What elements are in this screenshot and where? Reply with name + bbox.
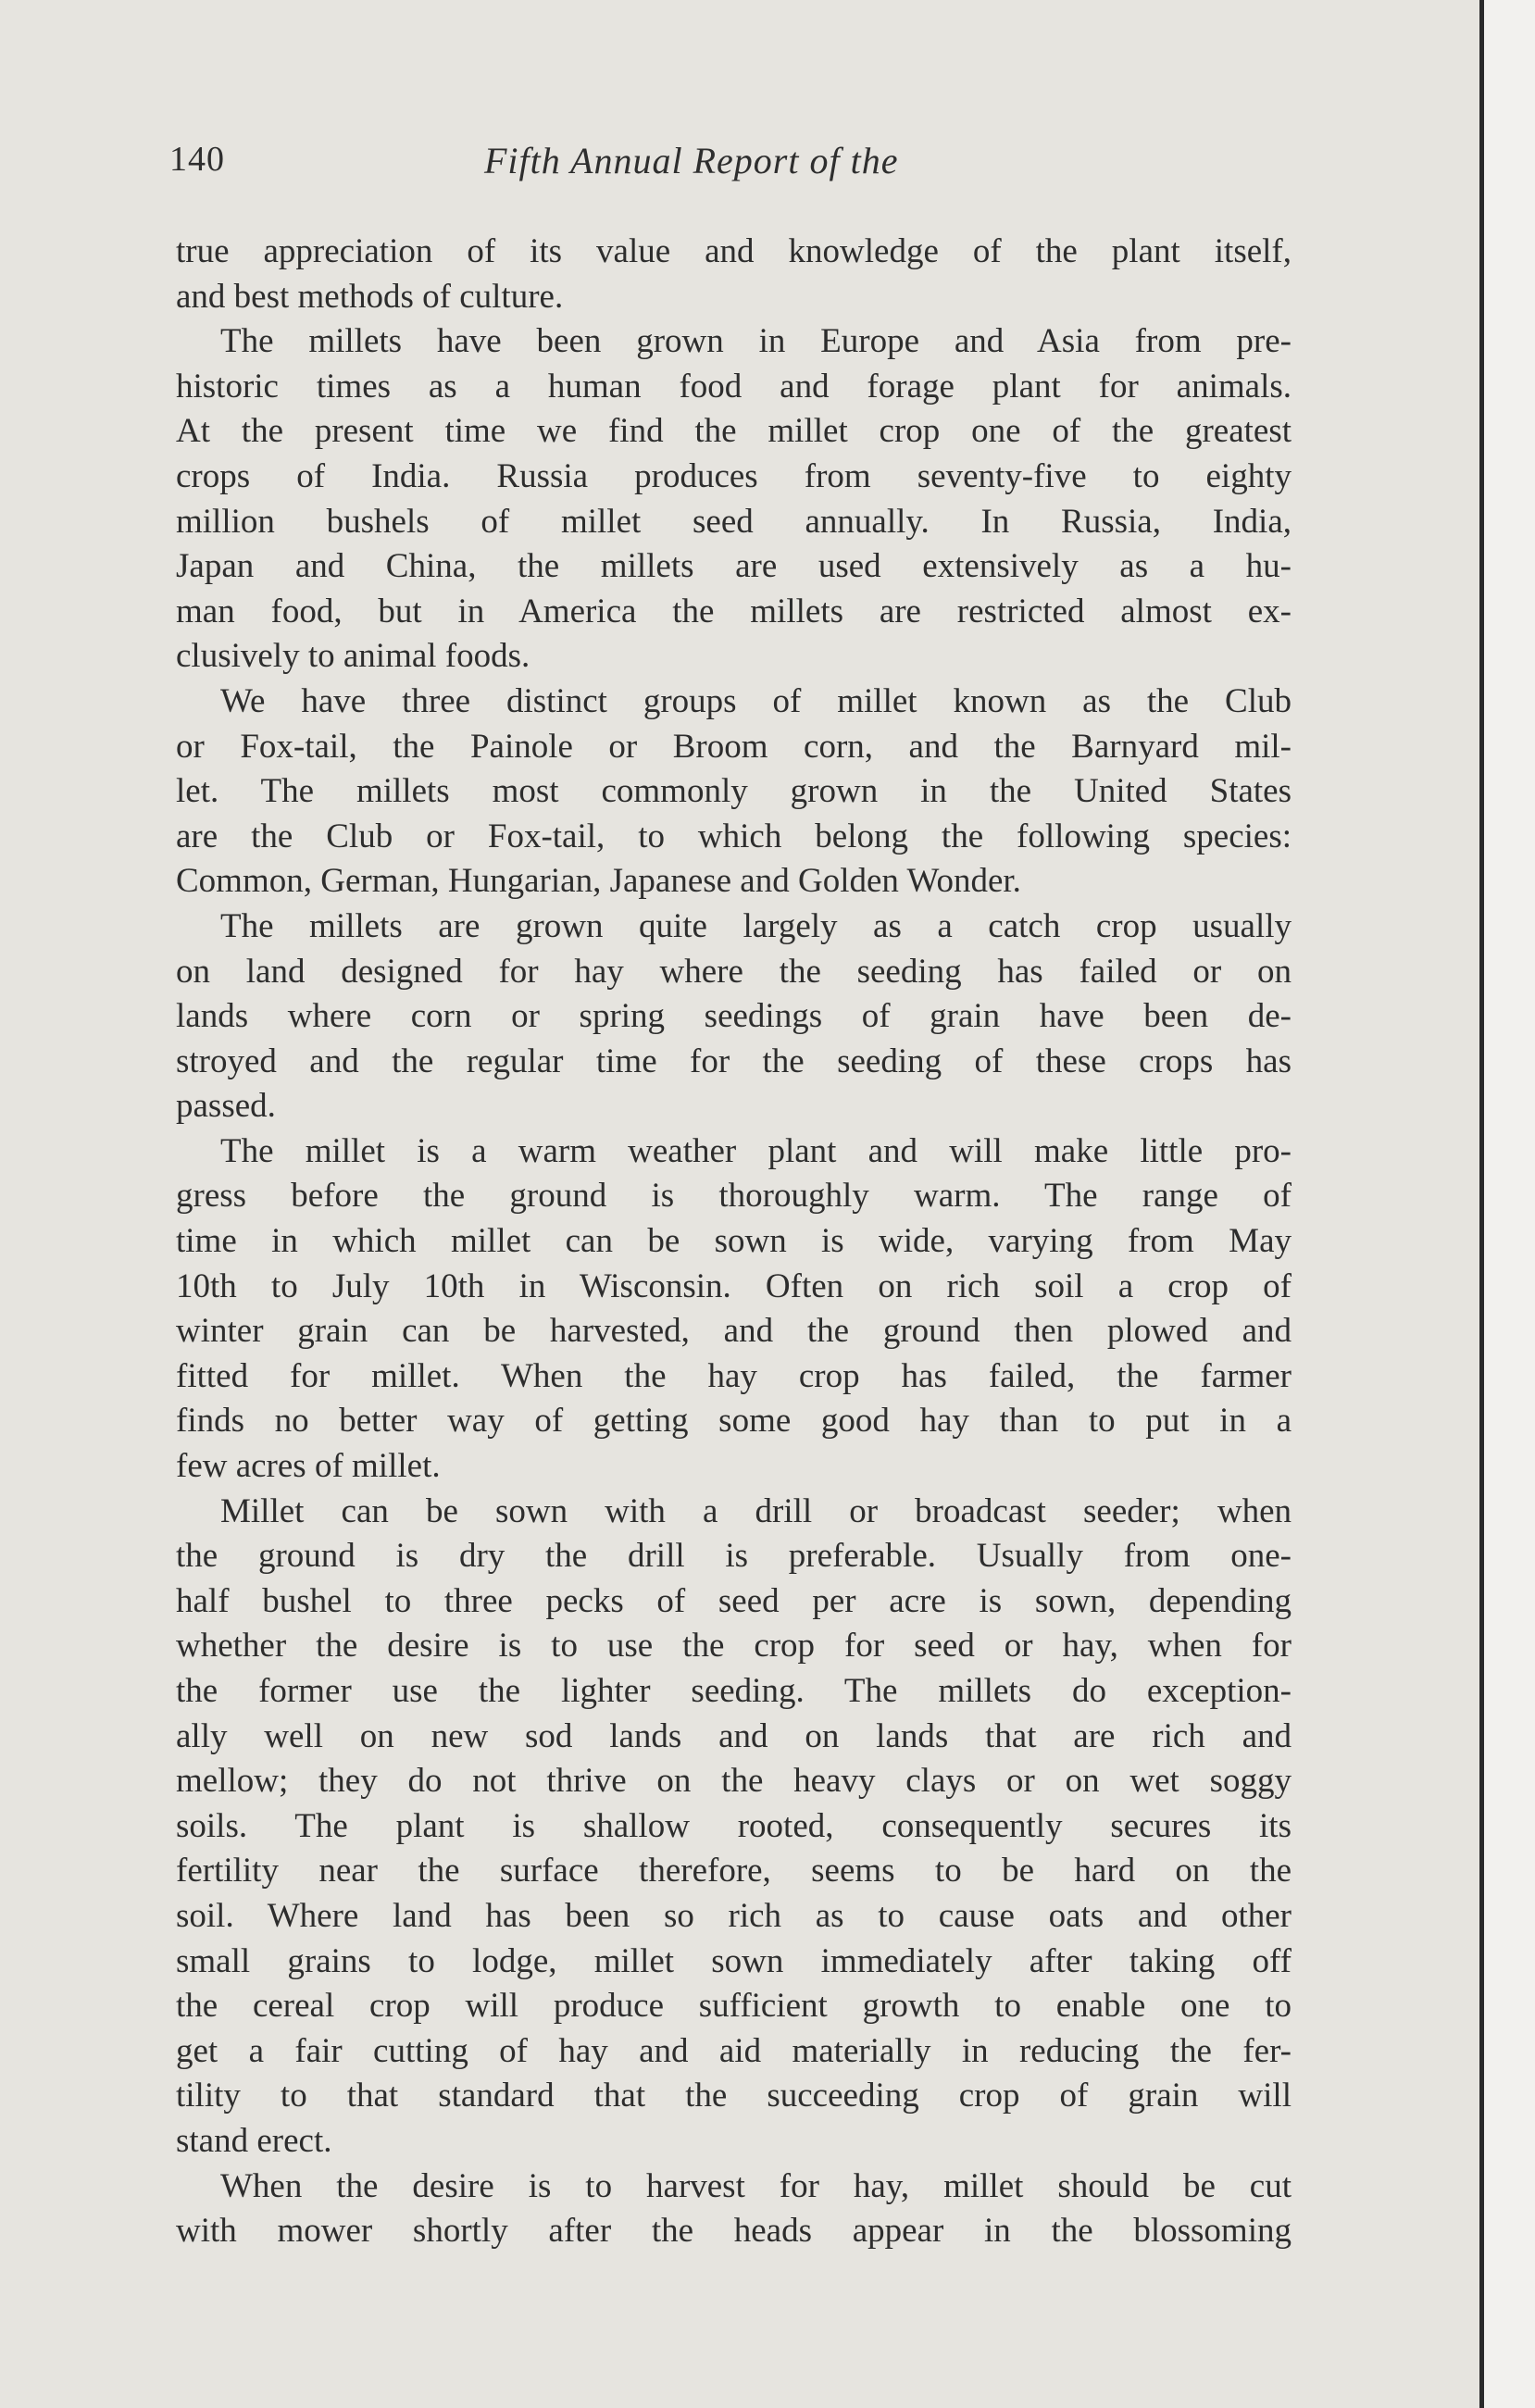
text-line: are the Club or Fox-tail, to which belong the following species: bbox=[176, 817, 1292, 855]
text-line: mellow; they do not thrive on the heavy clays or on wet soggy bbox=[176, 1762, 1292, 1801]
text-line: lands where corn or spring seedings of grain have been de- bbox=[176, 997, 1292, 1036]
paragraph bbox=[176, 1490, 1292, 2165]
paragraph bbox=[176, 905, 1292, 1129]
page-margin-right bbox=[1484, 0, 1535, 2408]
text-line: on land designed for hay where the seeding has failed or on bbox=[176, 952, 1292, 991]
page-header bbox=[169, 139, 1294, 194]
text-line: tility to that standard that the succeeding crop of grain will bbox=[176, 2077, 1292, 2115]
text-line: get a fair cutting of hay and aid materially in reducing the fer- bbox=[176, 2031, 1292, 2070]
paragraph bbox=[176, 1129, 1292, 1490]
text-line: whether the desire is to use the crop for seed or hay, when for bbox=[176, 1627, 1292, 1666]
text-line: the ground is dry the drill is preferable. Usually from one- bbox=[176, 1537, 1292, 1576]
text-line: time in which millet can be sown is wide, varying from May bbox=[176, 1222, 1292, 1261]
text-line: At the present time we find the millet crop one of the greatest bbox=[176, 412, 1292, 451]
paragraph bbox=[176, 680, 1292, 905]
text-line: Millet can be sown with a drill or broadcast seeder; when bbox=[220, 1491, 1292, 1530]
text-line: historic times as a human food and forage plant for animals. bbox=[176, 367, 1292, 405]
body-text bbox=[176, 230, 1292, 2254]
text-line: passed. bbox=[176, 1087, 276, 1126]
text-line: or Fox-tail, the Painole or Broom corn, and the Barnyard mil- bbox=[176, 727, 1292, 766]
paragraph bbox=[176, 2165, 1292, 2254]
text-line: the cereal crop will produce sufficient growth to enable one to bbox=[176, 1987, 1292, 2026]
text-line: let. The millets most commonly grown in the United States bbox=[176, 772, 1292, 811]
text-line: The millets are grown quite largely as a catch crop usually bbox=[220, 906, 1292, 945]
text-line: The millet is a warm weather plant and will make little pro- bbox=[220, 1131, 1292, 1170]
text-line: winter grain can be harvested, and the ground then plowed and bbox=[176, 1312, 1292, 1351]
text-line: finds no better way of getting some good hay than to put in a bbox=[176, 1402, 1292, 1441]
paragraph bbox=[176, 319, 1292, 680]
text-line: stroyed and the regular time for the seeding of these crops has bbox=[176, 1042, 1292, 1080]
text-line: man food, but in America the millets are restricted almost ex- bbox=[176, 592, 1292, 630]
text-line: clusively to animal foods. bbox=[176, 637, 530, 676]
text-line: ally well on new sod lands and on lands that are rich and bbox=[176, 1716, 1292, 1755]
text-line: gress before the ground is thoroughly warm. The range of bbox=[176, 1177, 1292, 1216]
text-line: Common, German, Hungarian, Japanese and Golden Wonder. bbox=[176, 862, 1021, 901]
text-line: few acres of millet. bbox=[176, 1447, 441, 1486]
text-line: the former use the lighter seeding. The millets do exception- bbox=[176, 1672, 1292, 1710]
text-line: fitted for millet. When the hay crop has failed, the farmer bbox=[176, 1356, 1292, 1395]
page-number: 140 bbox=[169, 140, 225, 179]
text-line: soils. The plant is shallow rooted, consequently secures its bbox=[176, 1806, 1292, 1845]
text-line: The millets have been grown in Europe and Asia from pre- bbox=[220, 322, 1292, 361]
text-line: million bushels of millet seed annually. In Russia, India, bbox=[176, 502, 1292, 541]
text-line: soil. Where land has been so rich as to cause oats and other bbox=[176, 1896, 1292, 1935]
text-line: Japan and China, the millets are used extensively as a hu- bbox=[176, 547, 1292, 586]
text-line: 10th to July 10th in Wisconsin. Often on rich soil a crop of bbox=[176, 1266, 1292, 1305]
running-head: Fifth Annual Report of the bbox=[484, 140, 899, 181]
text-line: crops of India. Russia produces from seventy-five to eighty bbox=[176, 456, 1292, 495]
text-line: small grains to lodge, millet sown immediately after taking off bbox=[176, 1941, 1292, 1980]
text-line: and best methods of culture. bbox=[176, 277, 564, 316]
text-line: true appreciation of its value and knowledge of the plant itself, bbox=[176, 232, 1292, 270]
paragraph bbox=[176, 230, 1292, 319]
text-line: When the desire is to harvest for hay, millet should be cut bbox=[220, 2166, 1292, 2205]
text-line: stand erect. bbox=[176, 2121, 332, 2160]
text-line: fertility near the surface therefore, seems to be hard on the bbox=[176, 1852, 1292, 1890]
text-line: half bushel to three pecks of seed per acre is sown, depending bbox=[176, 1581, 1292, 1620]
text-line: We have three distinct groups of millet known as the Club bbox=[220, 681, 1292, 720]
text-line: with mower shortly after the heads appear in the blossoming bbox=[176, 2212, 1292, 2251]
